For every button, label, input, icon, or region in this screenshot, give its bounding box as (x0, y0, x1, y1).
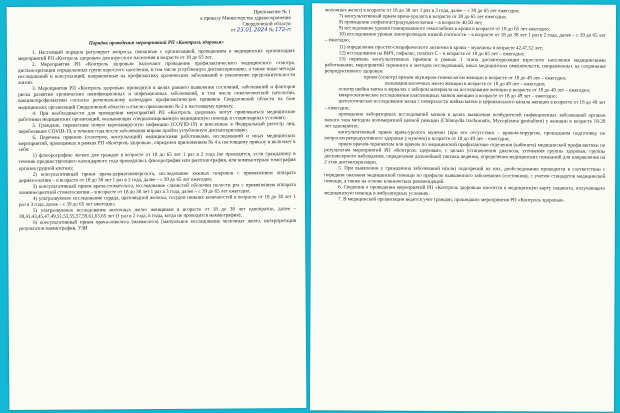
list-subitem: микроскопическое исследование влагалищных мазков женщин в возрасте от 18 до 49 лет – ежегодно; (338, 92, 557, 100)
paragraph: 2. Мероприятия РП «Контроль здоровья» включают проведение профилактического медицинского осмотра, диспансеризации определенных групп взрослого населения, в том числе углубленную диспансеризацию, а также иные методы исследований и консультаций, направленные на профилактику хронических заболеваний и увеличение продолжительности жизни. (18, 59, 296, 87)
handwritten-number: 172-п (274, 26, 291, 33)
list-item: 8) проведение эзофагогастродуоденоскопии – в возрасте 40,50 лет; (338, 19, 483, 27)
paragraph: 3. Мероприятия РП «Контроль здоровья» проводятся в целях раннего выявления состояний, заболеваний и факторов риска развития хронических неинфекционных и инфекционных заболеваний, в том числе онкологической патологии, вакцинопрофилактики согласно региональному календарю профилактических прививок Свердловской области на базе медицинских организаций Свердловской области согласно приложению № 2 к настоящему приказу. (18, 84, 296, 111)
list-subitem: прием врачом-терапевтом или врачом по медицинской профилактике отделения (кабинета) медицинской профилактики по результатам мероприятий РП «Контроль здоровья», с целью установления диагноза, уточнения группы здоровья, группы диспансерного наблюдения, определения дальнейшей тактики ведения, определения медицинских показаний для направления на 2 этап диспансеризации. (324, 141, 606, 166)
order-reference: к приказу Министерства здравоохранения (200, 14, 291, 22)
list-item: 11) определение простат-специфического антигена в крови – мужчины в возрасте 42,47,52 лет; (338, 43, 544, 51)
list-item: 4) ультразвуковое исследование сердца, щитовидной железы, сосудов нижних конечностей в возрасте от 18 до 38 лет 1 раз в 3 года, далее – с 39 до 65 лет ежегодно; (18, 193, 296, 209)
document-page-left (7, 5, 307, 410)
paragraph: 5. При выявлении у гражданина заболеваний и(или) подозрений на них, дообследование проводится в соответствии с порядком оказания медицинской помощи по профилю выявленного заболевания (состояния), с учетом стандартов медицинской помощи, а также на основе клинических рекомендаций. (324, 165, 606, 185)
list-item: 7) консультативный прием врача-уролога в возрасте от 39 до 65 лет ежегодно; (338, 13, 507, 21)
list-item: 12) исследование на ВИЧ, сифилис, гепатит С – в возрасте от 18 до 65 лет – ежегодно; (338, 50, 525, 57)
document-title: Порядок проведения мероприятий РП «Контроль здоровья» (88, 39, 224, 47)
document-page-right (310, 3, 616, 412)
list-subitem: пальпация молочных желез женщин в возрасте от 18 до 49 лет – ежегодно; (384, 80, 546, 88)
document-header (18, 10, 291, 36)
list-subitem: консультативный прием врача-уролога мужчин (при его отсутствии – врачом-хирургом, прошедшим подготовку по вопросам репродуктивного здоровья у мужчин) в возрасте от 18 до 49 лет – ежегодно; (324, 129, 606, 143)
list-subitem: проведение лабораторных исследований мазков в целях выявления возбудителей инфекционных заболеваний органов малого таза методом полимеразной цепной реакции (Chlamydia trachomatis, Mycoplasma genitalium) у женщин в возрасте 18-29 лет однократно; (324, 110, 606, 130)
handwritten-date: 23.01.2024 (236, 26, 268, 34)
appendix-label: Приложение № 1 (253, 9, 291, 16)
list-subitem: цитологическое исследование мазка с поверхности шейки матки и цервикального канала женщин в возрасте от 18 до 49 лет – ежегодно; (324, 98, 606, 111)
list-item: 2) консультативный прием врача-дерматовенеролога, исследование кожных покровов с применением аппарата дерматоскопии – в возрасте от 18 до 38 лет 1 раз в 3 года, далее – с 39 до 65 лет ежегодно; (18, 169, 296, 184)
list-item: 9) исследование уровня гликированного гемоглобина в крови в возрасте от 18 до 65 лет ежегодно; (338, 25, 551, 33)
list-subitem: осмотр шейки матки в зеркалах с забором материала на исследование женщин в возрасте от 18 до 49 лет – ежегодно; (338, 86, 591, 94)
paragraph: 4. При необходимости для проведения мероприятий РП «Контроль здоровья» могут привлекаться медицинские работники медицинских организаций, оказывающих специализированную медицинскую помощь в стационарных условиях. (18, 108, 296, 123)
list-subitem: прием (осмотр) врачом акушером-гинекологом женщин в возрасте от 18 до 49 лет – ежегодно; (363, 74, 567, 82)
paragraph: 7. В медицинской организации ведется учет граждан, прошедших мероприятия РП «Контроль здоровья». (338, 196, 566, 204)
paragraph: 5. Граждане, перенесшие новую коронавирусную инфекцию (COVID-19) и внесенные в Федеральный регистр лиц, перебоевших COVID-19, в течение года после заболевания вправе пройти углубленную диспансеризацию. (18, 120, 296, 135)
list-item: 1) флюорографию легких для граждан в возрасте от 18 до 65 лет 1 раз в 2 года (не проводится, если гражданину в течение предшествующего календарного года проводились флюорография или рентгенография, или компьютерная томография органов грудной клетки); (18, 151, 296, 172)
paragraph: 6. Перечень приемов (осмотров, консультаций) медицинскими работниками, исследований и иных медицинских мероприятий, проводимых в рамках РП «Контроль здоровья», определен приложением № 4 к настоящему приказу и включает в себя: (18, 133, 296, 154)
order-date-number: от 23.01.2024 № 172-п (230, 26, 291, 34)
list-item: 10) исследование уровня липопротеидов низкой плотности – в возрасте от 18 до 38 лет 1 раз в 2 года, далее – с 39 до 65 лет – ежегодно; (324, 31, 606, 44)
paragraph: 6. Сведения о проведении мероприятий РП «Контроль здоровья» вносятся в медицинскую карту пациента, получающего медицинскую помощь в амбулаторных условиях. (324, 184, 606, 197)
list-item: 5) ультразвуковое исследование молочных желез женщинам в возрасте от 18 до 38 лет однократно, далее – 39,41,43,45,47,49,51,53,55,57,59,61,63,65 лет (1 раз в 2 года, в годы, когда не проводится маммография); (19, 206, 297, 221)
paragraph-continuation: молочных желез) в возрасте от 18 до 38 лет 1 раз в 3 года, далее – с 39 до 65 лет ежегодно; (325, 7, 520, 15)
region-name: Свердловской области (242, 20, 291, 28)
paragraph: 1. Настоящий порядок регулирует вопросы, связанные с организацией, проведением в медицинских организациях мероприятий РП «Контроль здоровья» для взрослого населения в возрасте от 18 до 65 лет. (17, 47, 295, 62)
list-item: 3) консультативный прием врача-стоматолога, исследование слизистой оболочки полости рта с применением аппарата люминесцентной стоматоскопии – в возрасте от 18 до 38 лет 1 раз в 3 года, далее – с 39 до 65 лет ежегодно; (18, 181, 296, 196)
list-item: 13) перечень консультативных приемов в рамках 1 этапа диспансеризации взрослого населения медицинскими работниками, мероприятий скрининга и методов исследований, иных медицинских вмешательств, направленных на сохранение репродуктивного здоровья: (324, 56, 606, 75)
list-item: 6) консультативный прием врача-онколога (маммолога) (мануальное исследование молочных желез, интерпретация результатов маммографии, УЗИ (19, 218, 297, 233)
